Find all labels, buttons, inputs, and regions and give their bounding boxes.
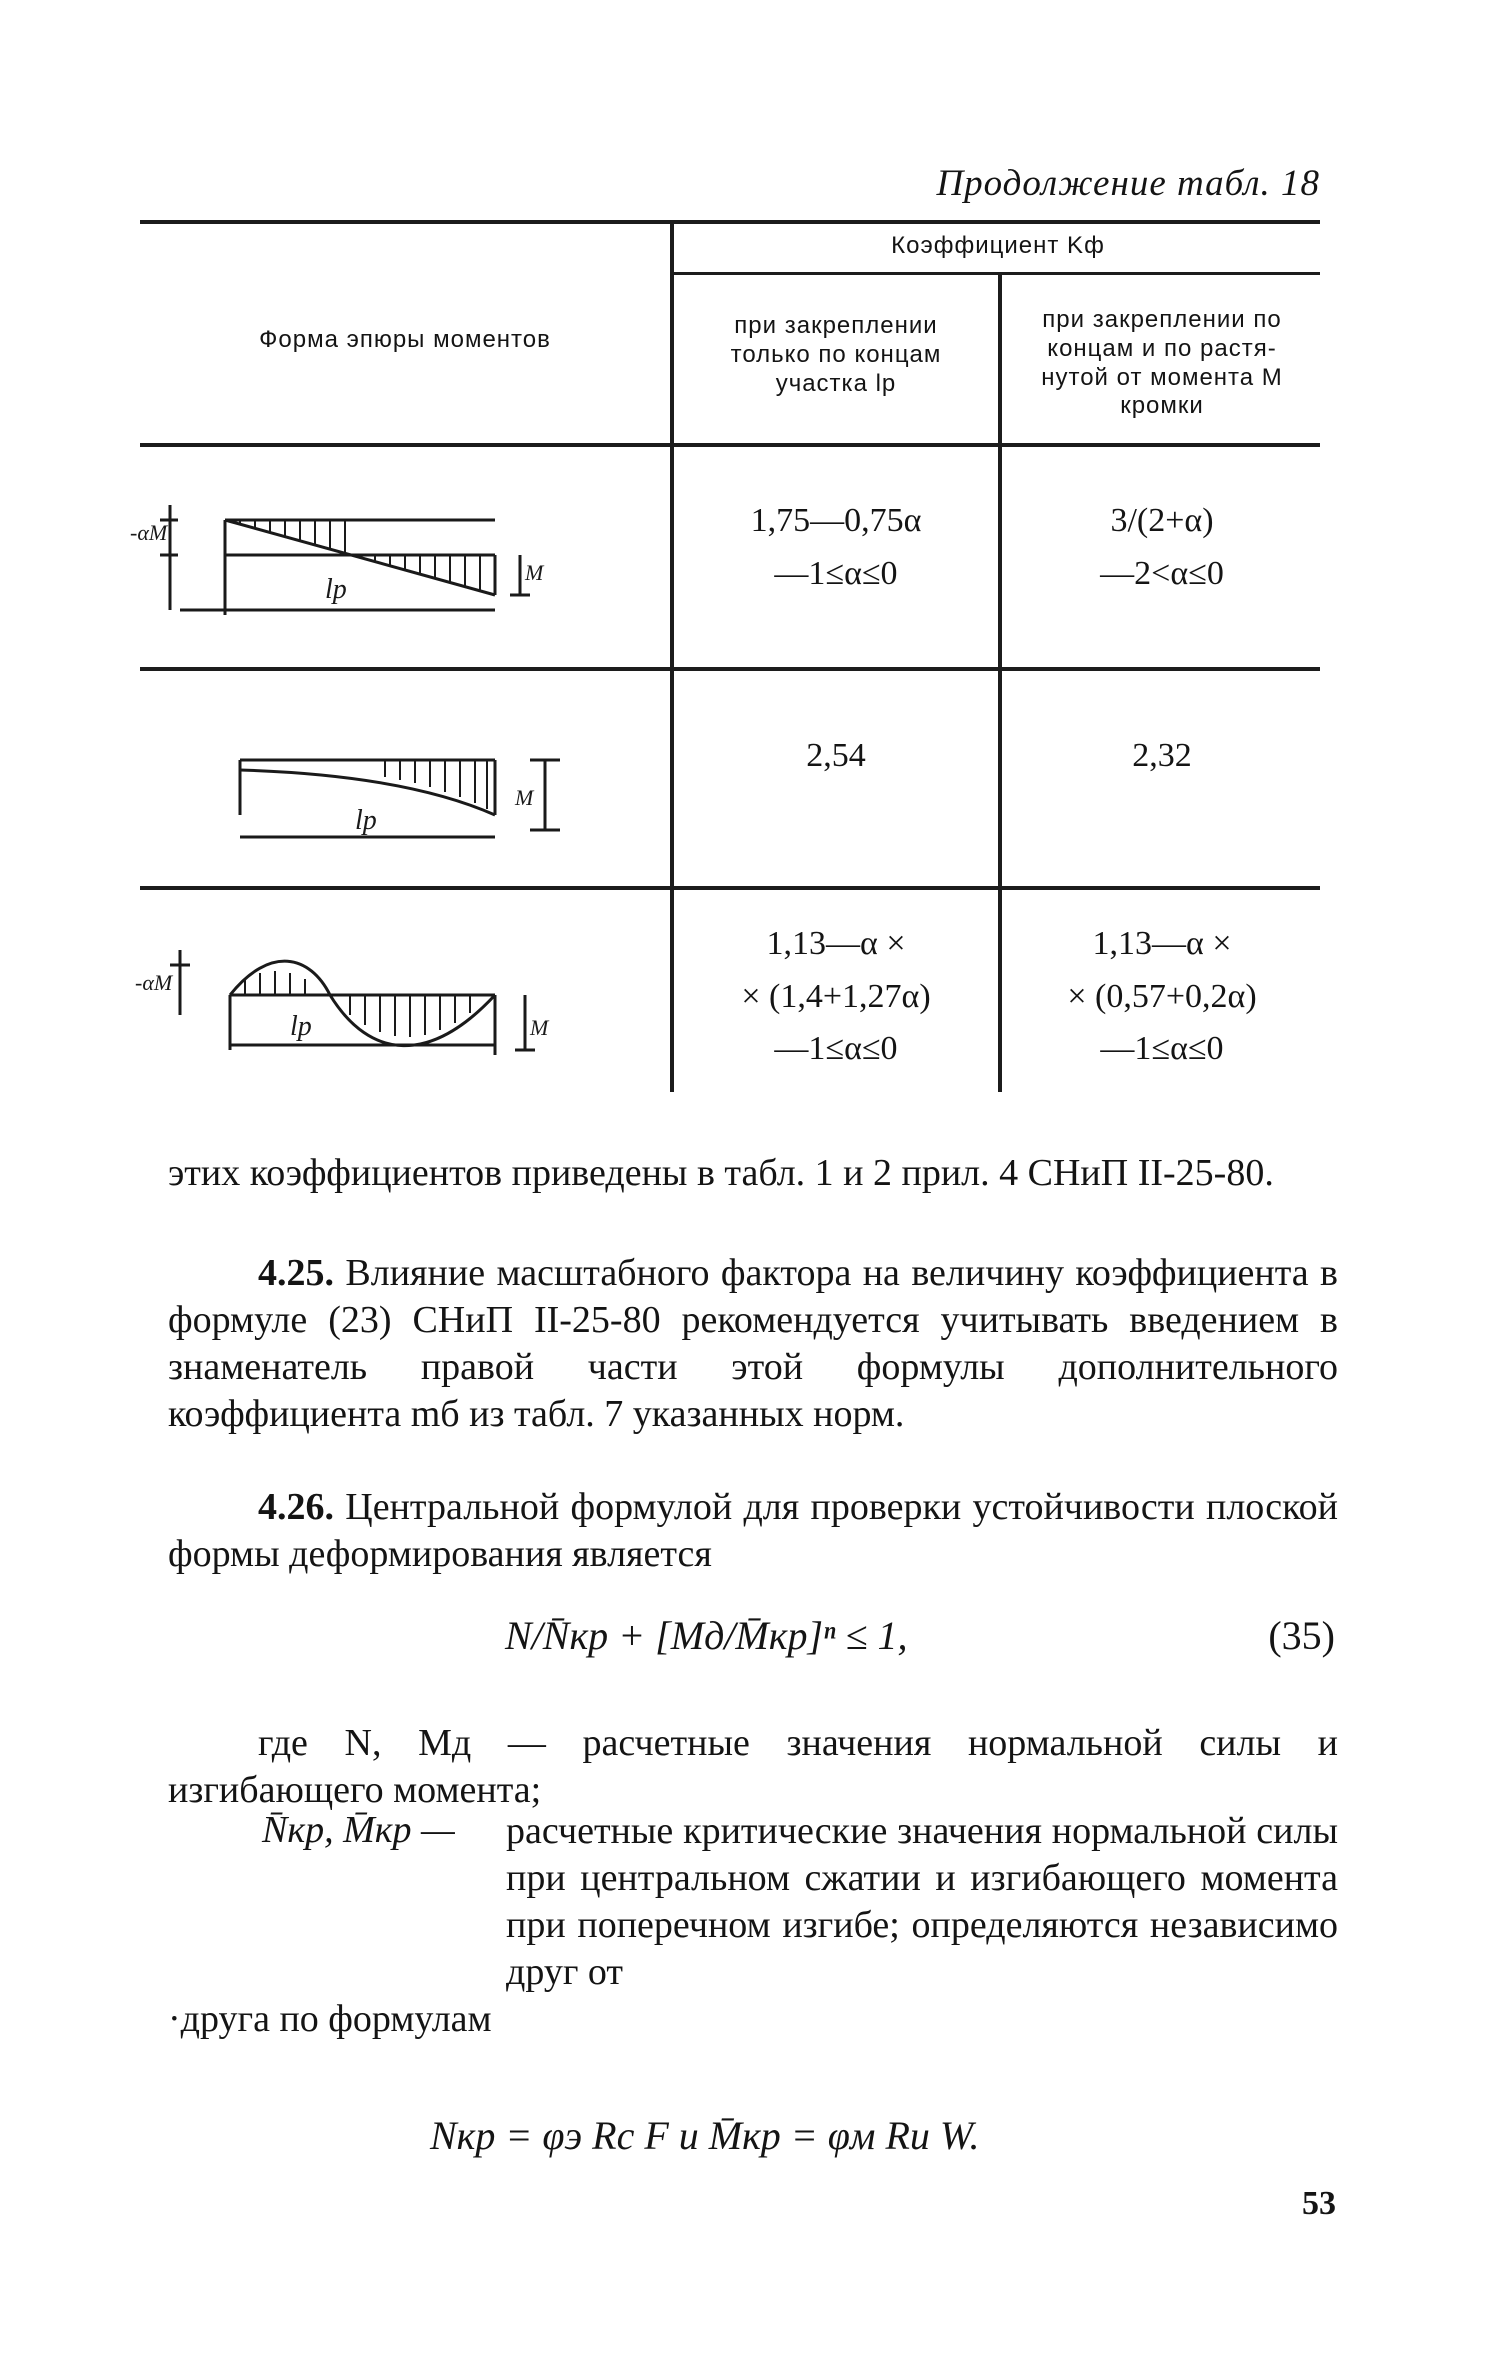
svg-text:M: M <box>525 560 544 585</box>
svg-text:lp: lp <box>355 805 377 836</box>
moment-diagram-sinusoidal <box>135 935 580 1085</box>
col-divider-2 <box>998 275 1002 1092</box>
definition-term: N̄кр, M̄кр — <box>262 1809 455 1851</box>
formula-35: N/N̄кр + [Mд/M̄кр]ⁿ ≤ 1, <box>505 1613 908 1658</box>
page-number: 53 <box>1302 2185 1336 2222</box>
header-form: Форма эпюры моментов <box>259 326 551 353</box>
svg-text:lp: lp <box>290 1011 312 1042</box>
paragraph-continuation: этих коэффициентов приведены в табл. 1 и 2 прил. 4 СНиП II-25-80. <box>168 1152 1274 1194</box>
header-edge: при закреплении по концам и по растя- нутой от момента M кромки <box>1041 306 1283 420</box>
table-top-rule <box>140 220 1320 224</box>
clause-number-4-25: 4.25. <box>258 1252 334 1294</box>
row3-edge-value: 1,13—α × × (0,57+0,2α) —1≤α≤0 <box>1067 925 1257 1068</box>
row1-edge-value: 3/(2+α) —2<α≤0 <box>1100 502 1224 592</box>
moment-diagram-parabolic <box>225 745 585 855</box>
paragraph-4-26: 4.26. Центральной формулой для проверки устойчивости плоской формы деформирования является <box>168 1486 1338 1575</box>
paragraph-where: где N, Mд — расчетные значения нормальной силы и изгибающего момента; <box>168 1722 1338 1811</box>
definition-body: расчетные критические значения нормальной силы при центральном сжатии и изгибающего момента при поперечном изгибе; определяются независимо друг от <box>506 1810 1338 1993</box>
header-coefficient: Коэффициент Kф <box>891 232 1105 259</box>
row3-ends-value: 1,13—α × × (1,4+1,27α) —1≤α≤0 <box>741 925 931 1068</box>
formula-critical: Nкр = φэ Rс F и M̄кр = φм Rи W. <box>430 2113 980 2158</box>
table-caption: Продолжение табл. 18 <box>936 163 1320 204</box>
equation-number: (35) <box>1268 1613 1335 1658</box>
svg-text:-αM: -αM <box>135 970 173 995</box>
moment-diagram-linear <box>130 480 560 630</box>
col-divider-1 <box>670 222 674 1092</box>
row2-bottom-rule <box>140 886 1320 890</box>
header-bottom-rule <box>140 443 1320 447</box>
row2-edge-value: 2,32 <box>1132 737 1192 774</box>
svg-text:M: M <box>515 785 534 810</box>
row2-ends-value: 2,54 <box>806 737 866 774</box>
header-sub-rule <box>672 272 1320 275</box>
clause-number-4-26: 4.26. <box>258 1486 334 1528</box>
header-ends: при закреплении только по концам участка lр <box>730 312 942 397</box>
row1-ends-value: 1,75—0,75α —1≤α≤0 <box>750 502 922 592</box>
svg-text:-αM: -αM <box>130 520 168 545</box>
paragraph-4-25: 4.25. Влияние масштабного фактора на величину коэффициента в формуле (23) СНиП II-25-80 рекомендуется учитывать введением в знаменатель правой части этой формулы дополнительного коэффициента mб из табл. 7 указанных норм. <box>168 1252 1338 1435</box>
svg-text:lp: lp <box>325 574 347 605</box>
row1-bottom-rule <box>140 667 1320 671</box>
svg-text:M: M <box>530 1015 549 1040</box>
definition-tail: ·друга по формулам <box>168 1998 492 2040</box>
